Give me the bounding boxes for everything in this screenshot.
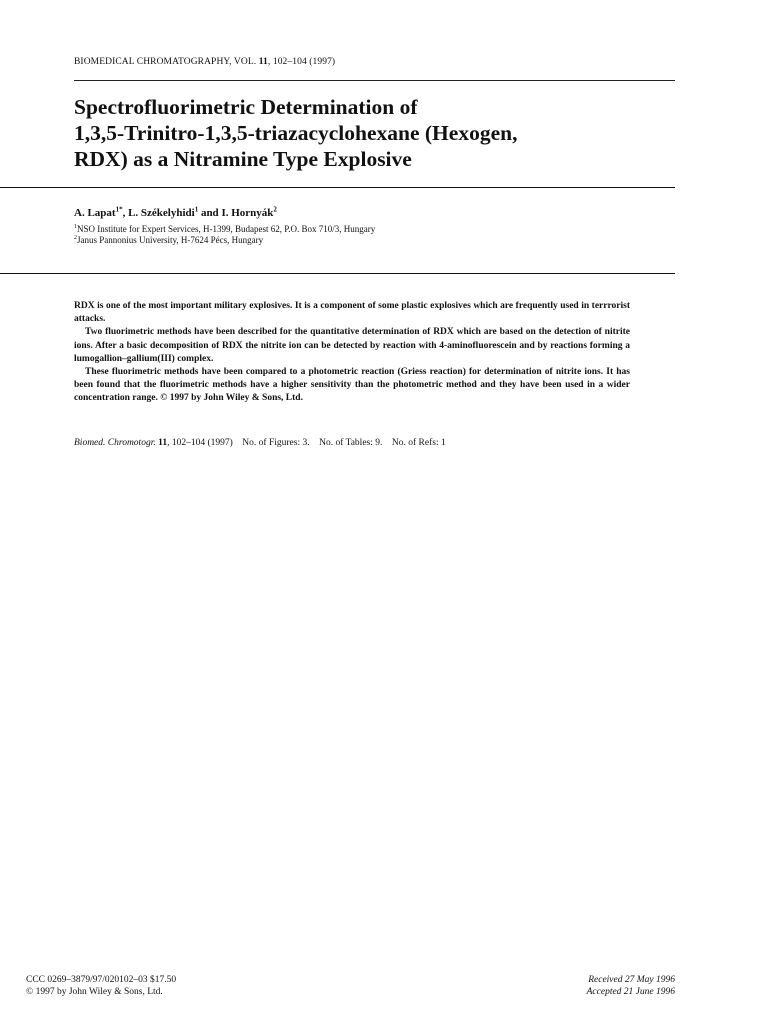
title-line-3: RDX) as a Nitramine Type Explosive (74, 147, 412, 171)
citation-pages: , 102–104 (1997) (167, 438, 233, 448)
author-name: I. Hornyák (221, 207, 274, 219)
abstract-paragraph: RDX is one of the most important military explosives. It is a component of some plastic explosives which are frequently used in terrrorist attacks. (74, 301, 630, 325)
author-separator: , (122, 207, 129, 219)
accepted-date: Accepted 21 June 1996 (586, 987, 675, 997)
affiliation-text: NSO Institute for Expert Services, H-1399, Budapest 62, P.O. Box 710/3, Hungary (77, 224, 376, 234)
author-list (74, 207, 277, 219)
table-count: No. of Tables: 9. (319, 438, 383, 448)
affiliation (74, 235, 263, 245)
abstract-paragraph: Two fluorimetric methods have been described for the quantitative determination of RDX which are based on the detection of nitrite ions. After a basic decomposition of RDX the nitrite ion can be detected by reaction with 4-aminofluorescein and by reactions forming a lumogallion–gallium(III) complex. (74, 327, 630, 364)
received-date: Received 27 May 1996 (588, 975, 675, 985)
affiliation-mark: 1 (74, 224, 77, 230)
journal-pages-year: , 102–104 (1997) (267, 57, 336, 67)
affiliation-text: Janus Pannonius University, H-7624 Pécs, Hungary (77, 235, 264, 245)
title-line-1: Spectrofluorimetric Determination of (74, 95, 418, 119)
ccc-code: CCC 0269–3879/97/020102–03 $17.50 (26, 975, 177, 985)
article-title (74, 94, 674, 172)
reference-count: No. of Refs: 1 (391, 438, 446, 448)
header-divider (74, 80, 675, 81)
title-line-2: 1,3,5-Trinitro-1,3,5-triazacyclohexane (Hexogen, (74, 121, 518, 145)
journal-name: BIOMEDICAL CHROMATOGRAPHY, VOL. (74, 57, 259, 67)
author-affiliation-mark: 1* (115, 205, 123, 214)
author-name: A. Lapat (74, 207, 116, 219)
author-affiliation-mark: 1 (194, 205, 199, 214)
author-affiliation-mark: 2 (273, 205, 277, 214)
footer-dates-block (587, 974, 675, 998)
journal-header (74, 57, 335, 67)
author-name: L. Székelyhidi (128, 207, 195, 219)
title-divider (0, 187, 675, 188)
citation-line (74, 438, 446, 448)
copyright-notice: © 1997 by John Wiley & Sons, Ltd. (26, 987, 163, 997)
citation-journal: Biomed. Chromotogr. (74, 438, 156, 448)
citation-volume: 11 (158, 438, 168, 448)
abstract (74, 300, 630, 406)
affiliation-divider (0, 273, 675, 274)
abstract-paragraph: These fluorimetric methods have been compared to a photometric reaction (Griess reaction) for determination of nitrite ions. It has been found that the fluorimetric methods have a higher sensitivity than the photometric method and they have been used in a wider concentration range. © 1997 by John Wiley & Sons, Ltd. (74, 367, 630, 404)
affiliation (74, 224, 375, 234)
footer-copyright-block (26, 974, 176, 998)
figure-count: No. of Figures: 3. (242, 438, 310, 448)
author-separator: and (198, 207, 222, 219)
journal-volume: 11 (258, 57, 268, 67)
affiliation-mark: 2 (74, 235, 77, 241)
